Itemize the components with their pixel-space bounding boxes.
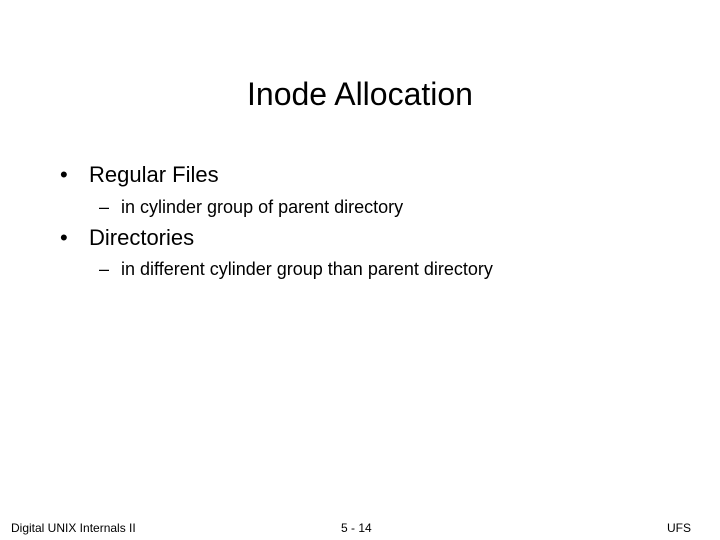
- sub-bullet-text: in cylinder group of parent directory: [121, 197, 404, 217]
- bullet-marker: •: [60, 225, 68, 250]
- slide-title: Inode Allocation: [247, 76, 473, 112]
- sub-bullet-marker: –: [99, 259, 110, 279]
- bullet-text: Directories: [89, 225, 195, 250]
- bullet-item-regular-files: [60, 161, 219, 189]
- sub-bullet-item: [99, 257, 493, 281]
- bullet-item-directories: [60, 224, 194, 252]
- sub-bullet-text: in different cylinder group than parent directory: [121, 259, 493, 279]
- bullet-text: Regular Files: [89, 162, 219, 187]
- footer-page-number: 5 - 14: [341, 521, 372, 535]
- sub-bullet-marker: –: [99, 197, 110, 217]
- footer-course-title: Digital UNIX Internals II: [11, 521, 136, 535]
- footer-section: UFS: [667, 521, 691, 535]
- bullet-marker: •: [60, 162, 68, 187]
- sub-bullet-item: [99, 195, 403, 219]
